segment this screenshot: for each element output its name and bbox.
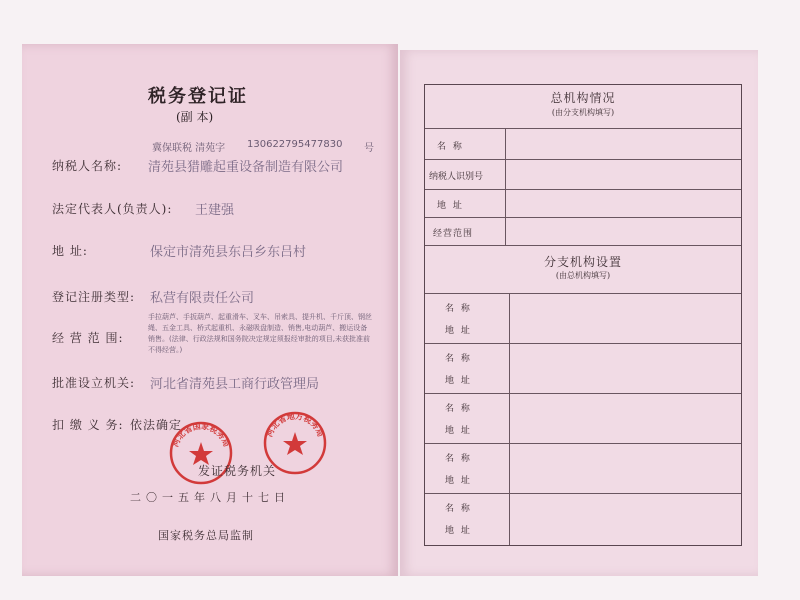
table-rule	[425, 128, 741, 129]
field-label-business-scope: 经 营 范 围:	[52, 331, 124, 345]
field-label-withholding: 扣 缴 义 务:	[52, 418, 124, 432]
field-value-address: 保定市清苑县东吕乡东吕村	[150, 245, 307, 260]
head-office-section-title: 总机构情况	[550, 91, 616, 105]
business-scope-text: 手拉葫芦、手扳葫芦、起重滑车、叉车、吊索具、提升机、千斤顶、钢丝绳、五金工具、桥式起重机、永磁吸盘制造、销售,电动葫芦、搬运设备销售。(法律、行政法规和国务院决定规定须报经审批的项目,未获批准前不得经营。)	[148, 313, 372, 354]
field-value-withholding: 依法确定	[130, 418, 183, 432]
certificate-title: 税务登记证	[148, 86, 248, 107]
branch-5-address-label: 地 址	[445, 526, 472, 536]
branch-3-name-label: 名 称	[445, 404, 472, 414]
head-office-taxid-label: 纳税人识别号	[429, 172, 484, 182]
certificate-subtitle: (副 本)	[176, 110, 214, 124]
table-rule	[505, 128, 506, 245]
table-rule	[425, 493, 741, 494]
branch-3-address-label: 地 址	[445, 426, 472, 436]
branch-1-name-label: 名 称	[445, 304, 472, 314]
branch-4-name-label: 名 称	[445, 454, 472, 464]
issue-date: 二〇一五年八月十七日	[130, 491, 290, 504]
field-label-approval-authority: 批准设立机关:	[52, 376, 136, 390]
table-rule	[425, 189, 741, 190]
branch-2-name-label: 名 称	[445, 354, 472, 364]
field-value-approval-authority: 河北省清苑县工商行政管理局	[150, 377, 320, 392]
seal-left-text: 河北省国家税务局	[170, 421, 232, 449]
table-rule	[425, 443, 741, 444]
branch-5-name-label: 名 称	[445, 504, 472, 514]
head-office-scope-label: 经营范围	[433, 229, 474, 239]
branch-4-address-label: 地 址	[445, 476, 472, 486]
field-label-address: 地 址:	[52, 244, 88, 258]
table-rule	[425, 245, 741, 246]
issuing-authority: 发证税务机关	[198, 464, 277, 478]
table-rule	[425, 343, 741, 344]
branch-2-address-label: 地 址	[445, 376, 472, 386]
table-rule	[509, 293, 510, 545]
field-label-taxpayer-name: 纳税人名称:	[52, 159, 123, 173]
head-office-section-subtitle: (由分支机构填写)	[551, 108, 615, 117]
supervision-footer: 国家税务总局监制	[158, 529, 254, 542]
table-rule	[425, 293, 741, 294]
institution-table	[424, 84, 742, 546]
branch-1-address-label: 地 址	[445, 326, 472, 336]
field-label-registration-type: 登记注册类型:	[52, 290, 136, 304]
branch-section-subtitle: (由总机构填写)	[555, 271, 611, 280]
table-rule	[425, 393, 741, 394]
cert-number-prefix: 冀保联税 清苑字	[152, 143, 226, 154]
field-value-registration-type: 私营有限责任公司	[150, 291, 255, 306]
table-rule	[425, 159, 741, 160]
seal-right-text: 河北省地方税务局	[264, 411, 326, 439]
field-label-legal-rep: 法定代表人(负责人):	[52, 202, 173, 216]
field-value-legal-rep: 王建强	[195, 203, 235, 218]
head-office-address-label: 地 址	[437, 201, 464, 211]
table-rule	[425, 217, 741, 218]
cert-number-suffix: 号	[364, 143, 374, 154]
branch-section-title: 分支机构设置	[543, 255, 622, 269]
cert-number-value: 130622795477830	[247, 139, 343, 150]
field-value-taxpayer-name: 清苑县猎雕起重设备制造有限公司	[148, 160, 344, 175]
head-office-name-label: 名 称	[437, 142, 464, 152]
